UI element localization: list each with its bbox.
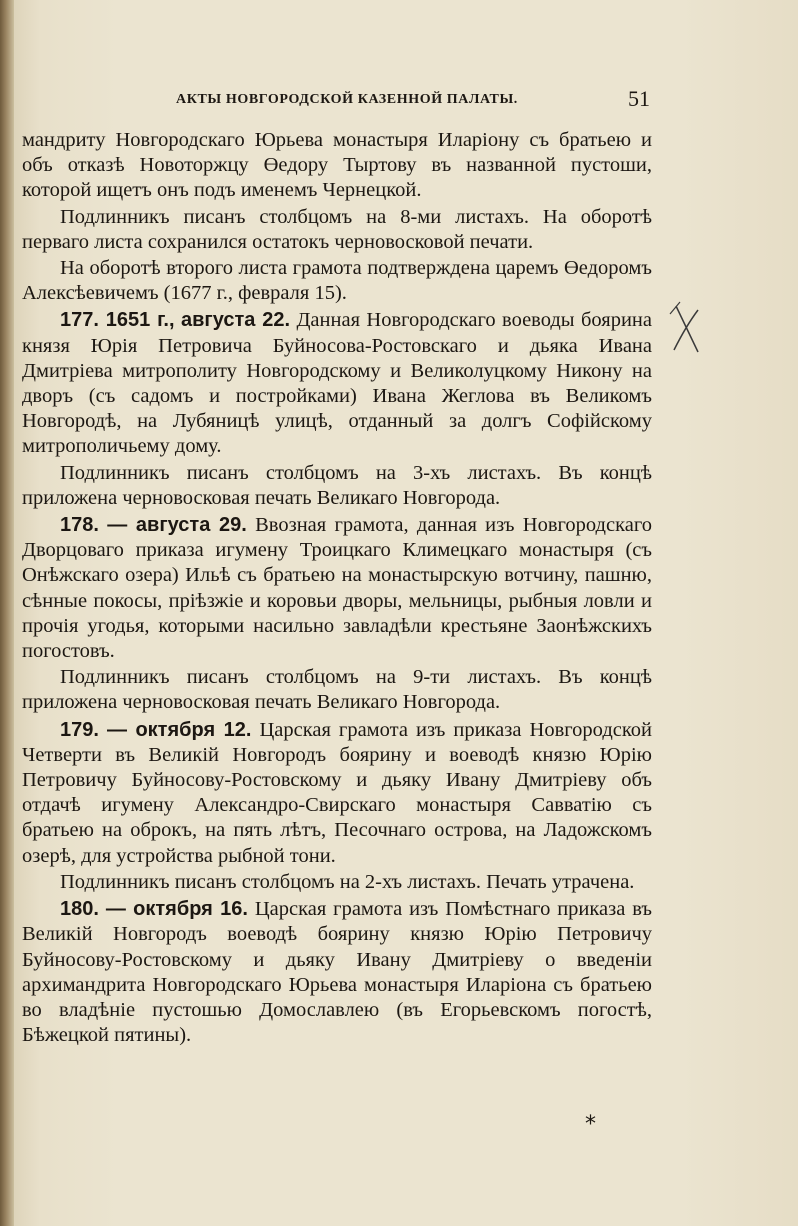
- entry-date: — августа 29.: [107, 514, 247, 537]
- entry-text: Ввозная грамота, данная изъ Новгородскаго Дворцоваго приказа игумену Троицкаго Климецкаго монастыря (съ Онѣжскаго озера) Ильѣ съ братьею на монастырскую вотчину, пашню, сѣнные покосы, пріѣзжіе и коровьи дворы, мельницы, рыбныя ловли и прочія угодья, которыми насильно завладѣли крестьяне Заонѣжскихъ погостовъ.: [22, 514, 652, 663]
- entry-text: Царская грамота изъ Помѣстнаго приказа въ Великій Новгородъ воеводѣ боярину князю Юрію Петровичу Буйносову-Ростовскому и дьяку Ивану Дмитріеву о введеніи архимандрита Новгородскаго Юрьева монастыря Иларіона съ братьею во владѣніе пустошью Домославлею (въ Егорьевскомъ погостѣ, Бѣжецкой пятины).: [22, 898, 653, 1047]
- body-text: [22, 128, 652, 1048]
- entry-text: Данная Новгородскаго воеводы боярина князя Юрія Петровича Буйносова-Ростовскаго и дьяка Ивана Дмитріева митрополиту Новгородскому и Великолуцкому Никону на дворъ (съ садомъ и постройками) Ивана Жеглова въ Великомъ Новгородѣ, на Лубяницѣ улицѣ, отданный за долгъ Софійскому митрополичьему дому.: [22, 309, 652, 458]
- entry-180: [22, 897, 652, 1048]
- running-header: [0, 86, 798, 116]
- entry-text: Царская грамота изъ приказа Новгородской Четверти въ Великій Новгородъ боярину и воеводѣ князю Юрію Петровичу Буйносову-Ростовскому и дьяку Ивану Дмитріеву объ отдачѣ игумену Александро-Свирскаго монастыря Савватію съ братьею на оброкъ, на пять лѣтъ, Песочнаго острова, на Ладожскомъ озерѣ, для устройства рыбной тони.: [22, 718, 652, 867]
- page-number: 51: [628, 86, 650, 111]
- entry-178: [22, 513, 652, 664]
- entry-date: августа 22.: [180, 309, 291, 332]
- paragraph-note: Подлинникъ писанъ столбцомъ на 8-ми листахъ. На оборотѣ перваго листа сохранился остатокъ черновосковой печати.: [22, 205, 652, 253]
- paragraph-continuation: мандриту Новгородскаго Юрьева монастыря Иларіону съ братьею и объ отказѣ Новоторжцу Өедору Тыртову въ названной пустоши, которой ищетъ онъ подъ именемъ Чернецкой.: [22, 129, 652, 202]
- entry-number: 177. 1651 г.,: [60, 309, 175, 332]
- entry-number: 180.: [60, 898, 99, 921]
- entry-179: [22, 718, 652, 869]
- header-title: АКТЫ НОВГОРОДСКОЙ КАЗЕННОЙ ПАЛАТЫ.: [176, 92, 518, 107]
- entry-177: [22, 308, 652, 459]
- footer-asterisk: *: [585, 1112, 596, 1137]
- entry-number: 179.: [60, 718, 99, 741]
- paragraph-note: Подлинникъ писанъ столбцомъ на 3-хъ листахъ. Въ концѣ приложена черновосковая печать Великаго Новгорода.: [22, 461, 652, 509]
- book-spine: [0, 0, 14, 1226]
- paragraph-note: Подлинникъ писанъ столбцомъ на 2-хъ листахъ. Печать утрачена.: [60, 870, 635, 893]
- entry-number: 178.: [60, 514, 99, 537]
- entry-date: — октября 12.: [106, 718, 252, 741]
- paragraph-note: На оборотѣ второго листа грамота подтверждена царемъ Өедоромъ Алексѣевичемъ (1677 г., февраля 15).: [22, 257, 652, 305]
- handwritten-margin-mark: [668, 300, 708, 360]
- entry-date: — октября 16.: [105, 898, 248, 921]
- paragraph-note: Подлинникъ писанъ столбцомъ на 9-ти листахъ. Въ концѣ приложена черновосковая печать Великаго Новгорода.: [22, 666, 652, 714]
